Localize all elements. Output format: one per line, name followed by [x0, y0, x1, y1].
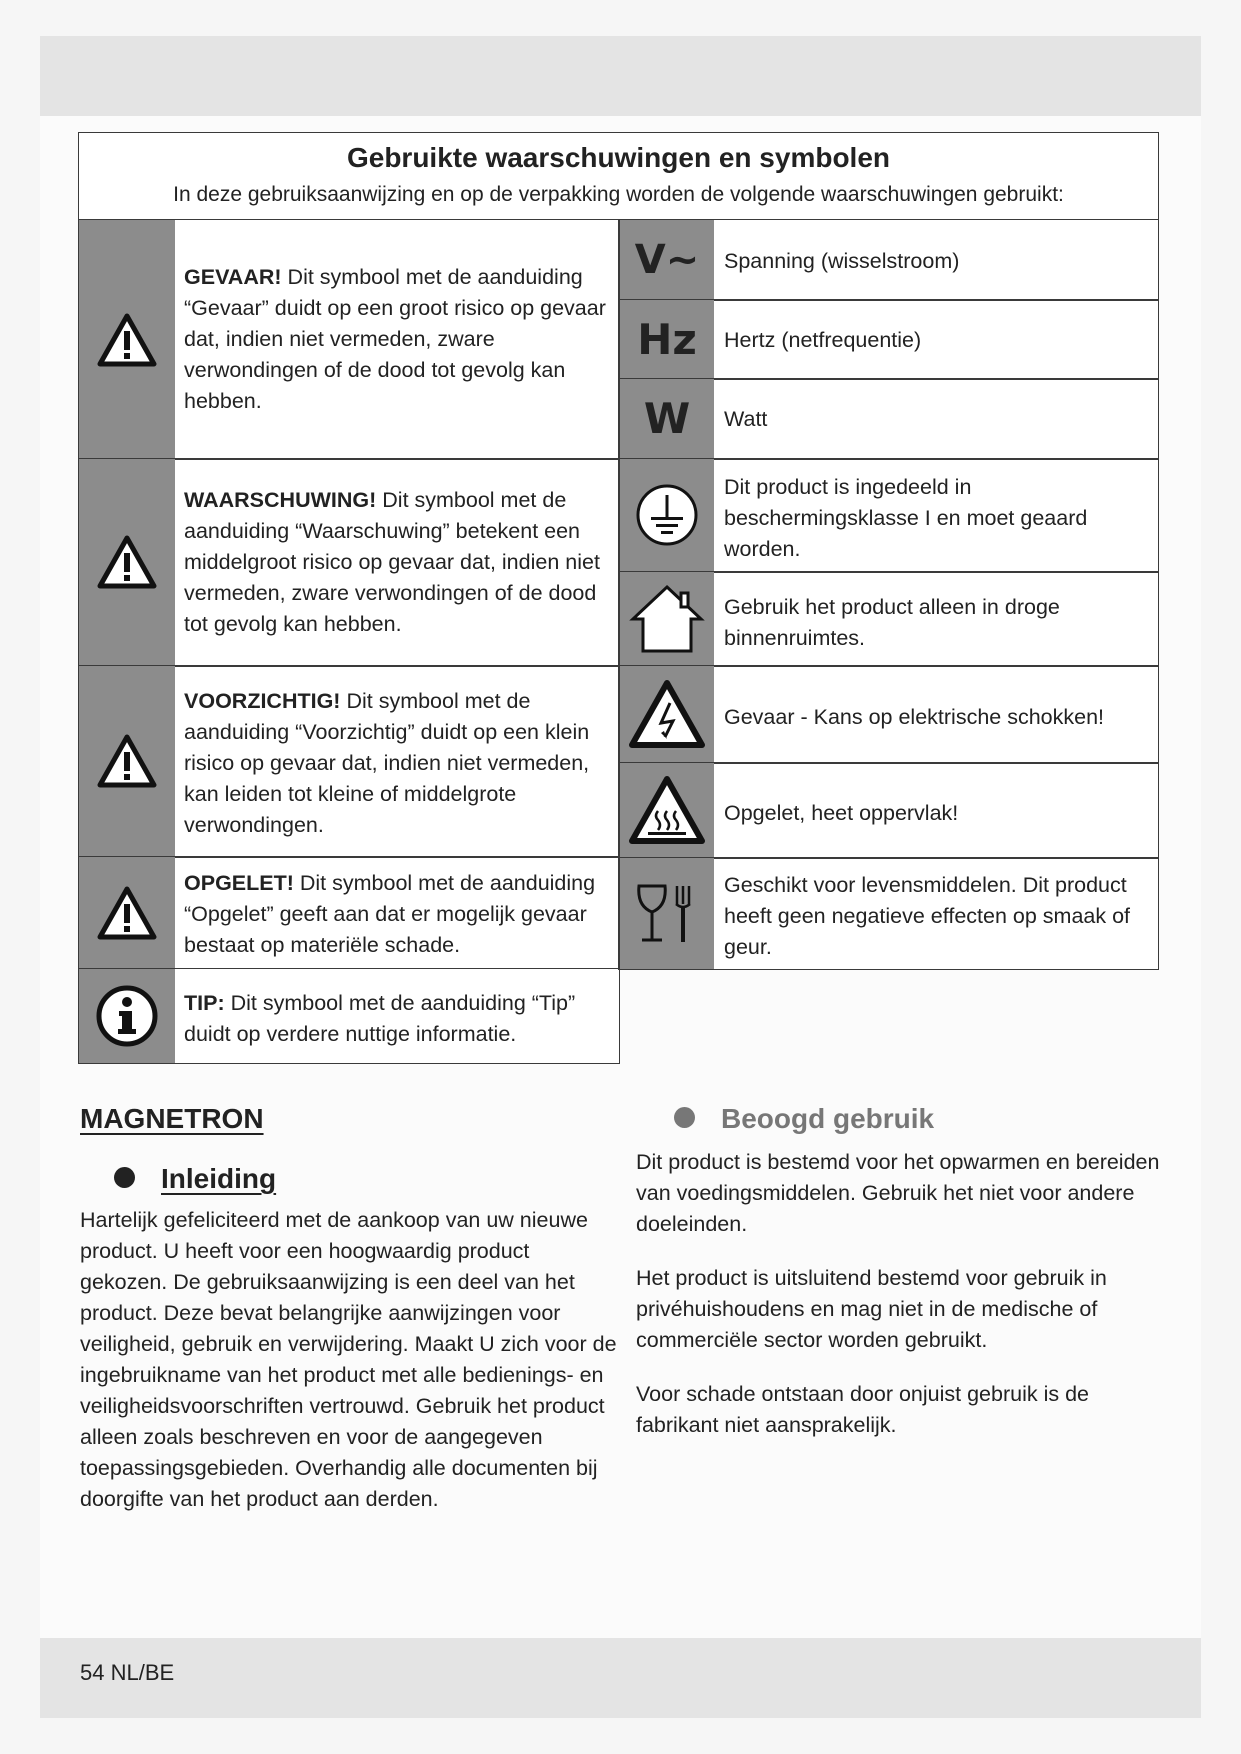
protective-earth-icon	[634, 482, 700, 548]
symbol-voltage-text: Spanning (wisselstroom)	[724, 249, 960, 273]
warning-icon-cell	[79, 459, 175, 665]
warning-triangle-icon	[97, 313, 157, 367]
table-empty-corner	[618, 970, 1163, 1070]
page-number: 54	[80, 1660, 105, 1685]
warning-label: VOORZICHTIG!	[184, 689, 341, 713]
warning-text: Dit symbool met de aanduiding “Voorzichtig” duidt op een klein risico op gevaar dat, indien niet vermeden, kan leiden tot kleine of middelgrote verwondingen.	[184, 689, 590, 837]
symbol-food-text: Geschikt voor levensmiddelen. Dit product heeft geen negatieve effecten op smaak of geur.	[724, 873, 1131, 959]
symbols-table-subtitle: In deze gebruiksaanwijzing en op de verpakking worden de volgende waarschuwingen gebruikt:	[173, 183, 1064, 206]
top-band	[40, 36, 1201, 116]
symbol-hertz-text: Hertz (netfrequentie)	[724, 328, 922, 352]
warning-triangle-icon	[97, 886, 157, 940]
electric-shock-icon	[628, 679, 706, 749]
symbol-icon-cell	[620, 858, 714, 969]
warning-text: Dit symbool met de aanduiding “Waarschuwing” betekent een middelgroot risico op gevaar dat, indien niet vermeden, zware verwondingen of de dood tot gevolg kan hebben.	[184, 488, 600, 636]
warning-icon-cell	[79, 857, 175, 969]
symbol-icon-cell	[620, 459, 714, 571]
paragraph: Voor schade ontstaan door onjuist gebruik is de fabrikant niet aansprakelijk.	[636, 1382, 1089, 1437]
bullet-icon	[114, 1167, 135, 1188]
paragraph: Dit product is bestemd voor het opwarmen en bereiden van voedingsmiddelen. Gebruik het niet voor andere doeleinden.	[636, 1150, 1160, 1236]
beoogd-gebruik-title: Beoogd gebruik	[721, 1103, 935, 1134]
warning-voorzichtig	[184, 686, 614, 841]
warning-text: Dit symbool met de aanduiding “Opgelet” geeft aan dat er mogelijk gevaar bestaat op materiële schade.	[184, 871, 596, 957]
warning-label: TIP:	[184, 991, 225, 1015]
section-subheading-beoogd-gebruik	[674, 1103, 934, 1135]
warning-label: GEVAAR!	[184, 265, 282, 289]
symbol-icon-cell	[620, 300, 714, 378]
hot-surface-icon	[628, 775, 706, 845]
voltage-ac-icon: V~	[634, 236, 700, 283]
symbol-earth-text: Dit product is ingedeeld in beschermingsklasse I en moet geaard worden.	[724, 475, 1088, 561]
paragraph: Hartelijk gefeliciteerd met de aankoop van uw nieuwe product. U heeft voor een hoogwaardig product gekozen. De gebruiksaanwijzing is een deel van het product. Deze bevat belangrijke aanwijzingen voor veiligheid, gebruik en verwijdering. Maakt U zich voor de ingebruikname van het product met alle bedienings- en veiligheidsvoorschriften vertrouwd. Gebruik het product alleen zoals beschreven en voor de aangegeven toepassingsgebieden. Overhandig alle documenten bij doorgifte van het product aan derden.	[80, 1208, 617, 1511]
warning-label: OPGELET!	[184, 871, 294, 895]
warning-waarschuwing	[184, 485, 616, 640]
warning-gevaar	[184, 262, 614, 417]
page-locale: NL/BE	[110, 1660, 175, 1685]
section-heading-magnetron: MAGNETRON	[80, 1103, 264, 1134]
warning-icon-cell	[79, 666, 175, 856]
symbol-icon-cell	[620, 220, 714, 299]
symbol-icon-cell	[620, 666, 714, 762]
symbol-electric-text: Gevaar - Kans op elektrische schokken!	[724, 705, 1105, 729]
symbol-icon-cell	[620, 763, 714, 857]
warning-text: Dit symbool met de aanduiding “Gevaar” duidt op een groot risico op gevaar dat, indien niet vermeden, zware verwondingen of de dood tot gevolg kan hebben.	[184, 265, 606, 413]
bottom-band	[40, 1638, 1201, 1718]
info-icon	[95, 984, 159, 1048]
symbols-table-title: Gebruikte waarschuwingen en symbolen	[346, 142, 891, 173]
symbol-icon-cell	[620, 572, 714, 665]
hertz-icon: Hz	[637, 314, 697, 364]
symbol-icon-cell	[620, 379, 714, 458]
paragraph: Het product is uitsluitend bestemd voor gebruik in privéhuishoudens en mag niet in de medische of commerciële sector worden gebruikt.	[636, 1266, 1107, 1352]
symbol-watt-text: Watt	[724, 407, 768, 431]
symbol-hot-text: Opgelet, heet oppervlak!	[724, 801, 959, 825]
warning-icon-cell	[79, 220, 175, 459]
indoor-house-icon	[629, 583, 705, 655]
warning-label: WAARSCHUWING!	[184, 488, 377, 512]
inleiding-title: Inleiding	[161, 1163, 277, 1194]
warning-opgelet	[184, 868, 616, 961]
warning-tip	[184, 988, 604, 1050]
food-safe-icon	[631, 878, 703, 950]
beoogd-gebruik-text	[636, 1147, 1176, 1464]
bullet-icon	[674, 1107, 695, 1128]
warning-triangle-icon	[97, 734, 157, 788]
symbol-house-text: Gebruik het product alleen in droge binnenruimtes.	[724, 595, 1060, 650]
watt-icon: W	[643, 394, 691, 443]
warning-text: Dit symbool met de aanduiding “Tip” duidt op verdere nuttige informatie.	[184, 991, 576, 1046]
section-subheading-inleiding	[114, 1163, 276, 1195]
inleiding-paragraph	[80, 1205, 620, 1538]
page-footer	[80, 1660, 174, 1686]
tip-icon-cell	[79, 969, 175, 1063]
warning-triangle-icon	[97, 535, 157, 589]
